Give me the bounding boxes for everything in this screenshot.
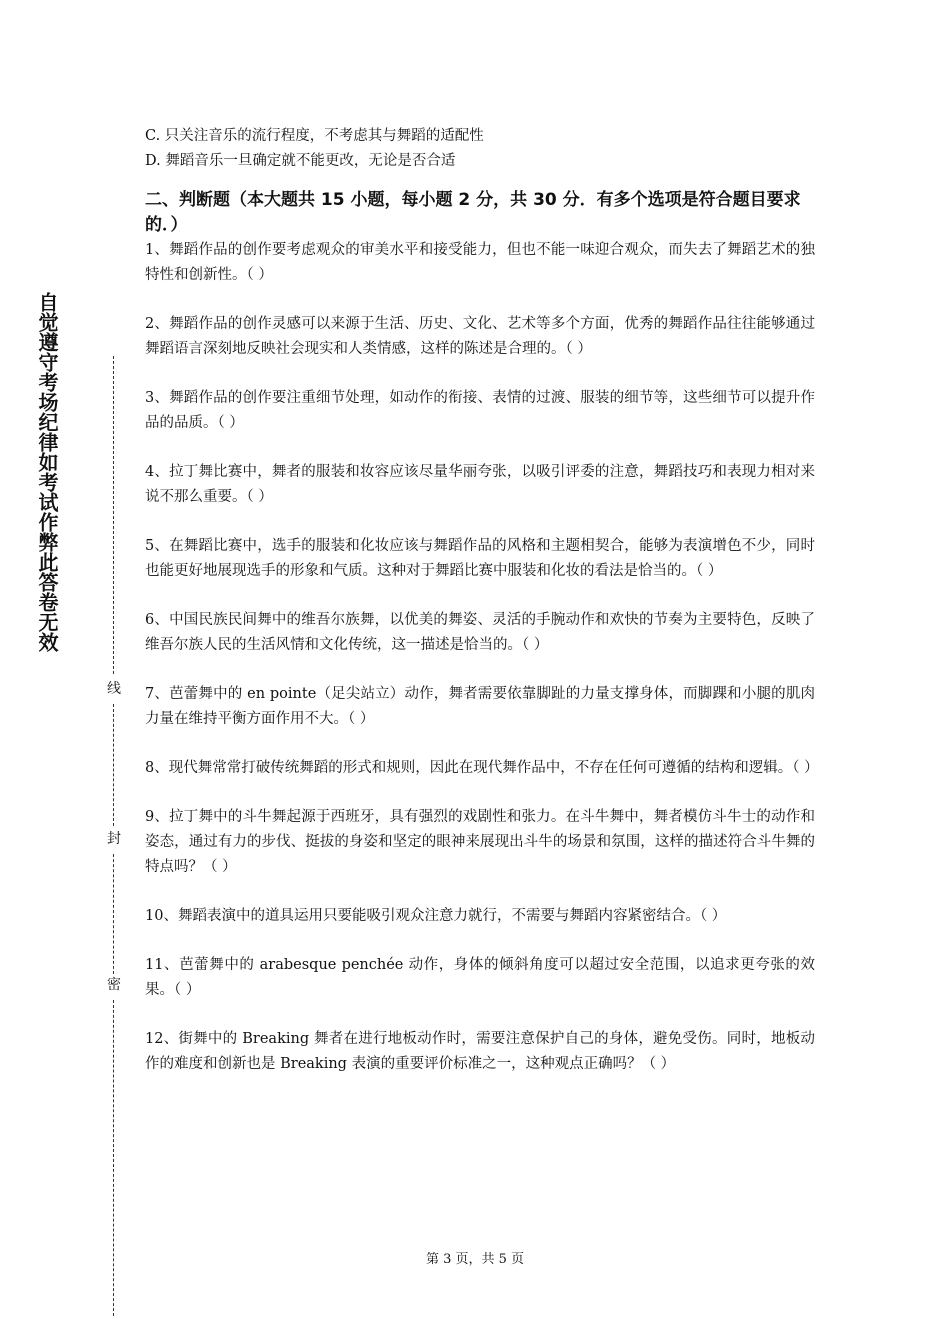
question-7: 7、芭蕾舞中的 en pointe（足尖站立）动作，舞者需要依靠脚趾的力量支撑身体，而脚踝和小腿的肌肉力量在维持平衡方面作用不大。（ ） — [145, 686, 815, 727]
page-content — [145, 124, 819, 1101]
seal-char-seal: 封 — [107, 831, 121, 847]
question-5: 5、在舞蹈比赛中，选手的服装和化妆应该与舞蹈作品的风格和主题相契合，能够为表演增色不少，同时也能更好地展现选手的形象和气质。这种对于舞蹈比赛中服装和化妆的看法是恰当的。（ ） — [145, 538, 815, 579]
question-8: 8、现代舞常常打破传统舞蹈的形式和规则，因此在现代舞作品中，不存在任何可遵循的结构和逻辑。（ ） — [145, 760, 819, 776]
seal-char-secret: 密 — [107, 977, 121, 993]
binding-dashed-line-top — [113, 356, 114, 674]
question-11: 11、芭蕾舞中的 arabesque penchée 动作，身体的倾斜角度可以超过安全范围，以追求更夸张的效果。（ ） — [145, 957, 815, 998]
seal-char-line: 线 — [107, 681, 121, 697]
binding-dashed-line-mid1 — [113, 704, 114, 826]
option-d: D. 舞蹈音乐一旦确定就不能更改，无论是否合适 — [145, 153, 456, 169]
question-2: 2、舞蹈作品的创作灵感可以来源于生活、历史、文化、艺术等多个方面，优秀的舞蹈作品往往能够通过舞蹈语言深刻地反映社会现实和人类情感，这样的陈述是合理的。（ ） — [145, 316, 815, 357]
section-title-true-false: 二、判断题（本大题共 15 小题，每小题 2 分，共 30 分．有多个选项是符合题目要求的．） — [145, 190, 801, 235]
question-3: 3、舞蹈作品的创作要注重细节处理，如动作的衔接、表情的过渡、服装的细节等，这些细节可以提升作品的品质。（ ） — [145, 390, 815, 431]
exam-discipline-notice: 自觉遵守考场纪律如考试作弊此答卷无效 — [35, 292, 59, 652]
question-10: 10、舞蹈表演中的道具运用只要能吸引观众注意力就行，不需要与舞蹈内容紧密结合。（ ） — [145, 908, 727, 924]
option-c: C. 只关注音乐的流行程度，不考虑其与舞蹈的适配性 — [145, 128, 484, 144]
question-9: 9、拉丁舞中的斗牛舞起源于西班牙，具有强烈的戏剧性和张力。在斗牛舞中，舞者模仿斗牛士的动作和姿态，通过有力的步伐、挺拔的身姿和坚定的眼神来展现出斗牛的场景和氛围，这样的描述符合斗牛舞的特点吗？（ ） — [145, 809, 815, 875]
question-1: 1、舞蹈作品的创作要考虑观众的审美水平和接受能力，但也不能一味迎合观众，而失去了舞蹈艺术的独特性和创新性。（ ） — [145, 242, 815, 283]
binding-dashed-line-mid2 — [113, 854, 114, 974]
page-number-footer: 第 3 页，共 5 页 — [425, 1252, 525, 1267]
question-12: 12、街舞中的 Breaking 舞者在进行地板动作时，需要注意保护自己的身体，避免受伤。同时，地板动作的难度和创新也是 Breaking 表演的重要评价标准之一，这种观点正确吗？（ ） — [145, 1031, 815, 1072]
question-4: 4、拉丁舞比赛中，舞者的服装和妆容应该尽量华丽夸张，以吸引评委的注意，舞蹈技巧和表现力相对来说不那么重要。（ ） — [145, 464, 815, 505]
question-6: 6、中国民族民间舞中的维吾尔族舞，以优美的舞姿、灵活的手腕动作和欢快的节奏为主要特色，反映了维吾尔族人民的生活风情和文化传统，这一描述是恰当的。（ ） — [145, 612, 815, 653]
binding-dashed-line-bottom — [113, 1000, 114, 1316]
question-list — [145, 238, 819, 1077]
